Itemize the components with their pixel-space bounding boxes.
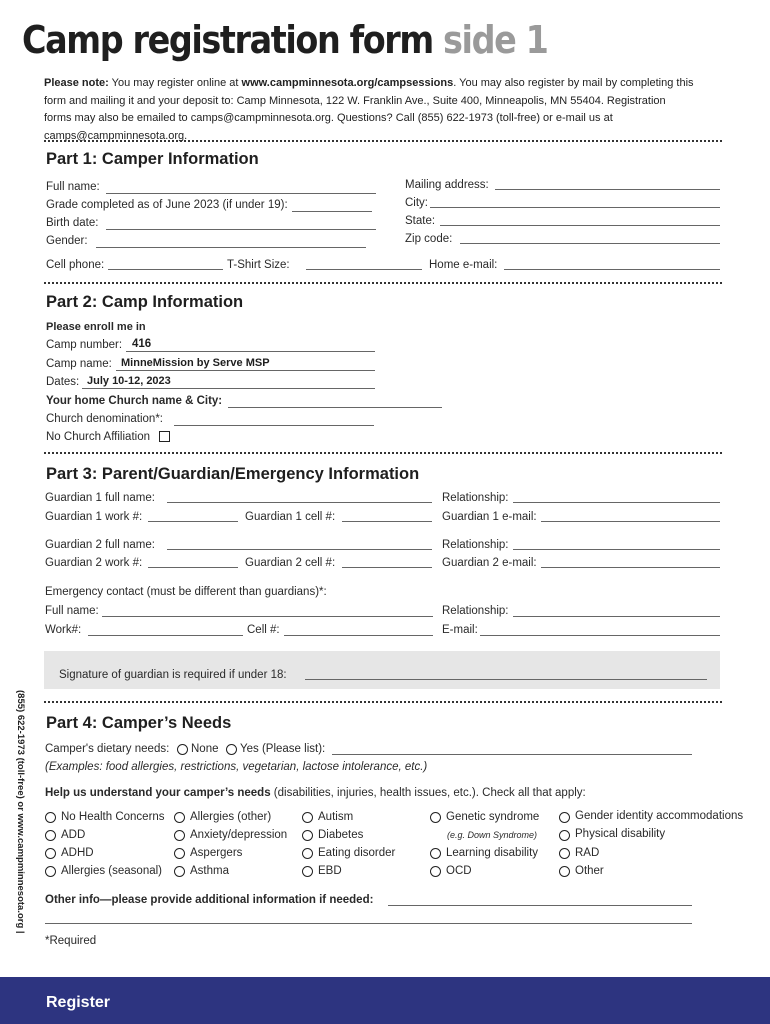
option-rad-label: RAD <box>575 847 600 859</box>
part3-heading: Part 3: Parent/Guardian/Emergency Information <box>46 465 420 483</box>
option-ebd-label: EBD <box>318 865 342 877</box>
zip-label: Zip code: <box>405 233 453 245</box>
emergency-name-field[interactable] <box>102 616 433 617</box>
grade-label: Grade completed as of June 2023 (if under 19): <box>46 199 288 211</box>
camp-number-value[interactable]: 416 <box>132 338 152 350</box>
option-aspergers-radio[interactable] <box>174 848 185 859</box>
enroll-label: Please enroll me in <box>46 321 146 333</box>
gender-label: Gender: <box>46 235 88 247</box>
state-label: State: <box>405 215 436 227</box>
camp-name-field[interactable] <box>116 370 375 371</box>
guardian2-work-label: Guardian 2 work #: <box>45 557 143 569</box>
option-ebd-radio[interactable] <box>302 866 313 877</box>
note-url: www.campminnesota.org/campsessions <box>241 77 454 89</box>
option-other-radio[interactable] <box>559 866 570 877</box>
option-add-label: ADD <box>61 829 86 841</box>
denomination-label: Church denomination*: <box>46 413 163 425</box>
option-genetic-note: (e.g. Down Syndrome) <box>447 830 538 840</box>
guardian1-email-field[interactable] <box>541 521 720 522</box>
required-note: *Required <box>45 935 97 947</box>
tshirt-label: T-Shirt Size: <box>227 259 290 271</box>
part4-heading: Part 4: Camper’s Needs <box>46 714 232 732</box>
zip-field[interactable] <box>460 243 720 244</box>
option-physical-radio[interactable] <box>559 830 570 841</box>
option-eating-label: Eating disorder <box>318 847 396 859</box>
needs-lead: Help us understand your camper’s needs <box>45 787 271 799</box>
guardian1-name-field[interactable] <box>167 502 432 503</box>
needs-rest: (disabilities, injuries, health issues, etc.). Check all that apply: <box>270 787 586 799</box>
option-learning-radio[interactable] <box>430 848 441 859</box>
emergency-title: Emergency contact (must be different than guardians)*: <box>45 586 327 598</box>
city-label: City: <box>405 197 428 209</box>
divider <box>44 452 722 454</box>
option-anxiety-radio[interactable] <box>174 830 185 841</box>
guardian2-email-field[interactable] <box>541 567 720 568</box>
option-rad-radio[interactable] <box>559 848 570 859</box>
guardian1-cell-label: Guardian 1 cell #: <box>245 511 336 523</box>
footer-bar <box>0 977 770 1024</box>
cell-phone-field[interactable] <box>108 269 223 270</box>
other-info-label: Other info—please provide additional information if needed: <box>45 894 374 906</box>
dietary-yes-label: Yes (Please list): <box>240 743 326 755</box>
no-church-checkbox[interactable] <box>159 431 170 442</box>
dietary-none-label: None <box>191 743 219 755</box>
guardian1-work-label: Guardian 1 work #: <box>45 511 143 523</box>
option-asthma-radio[interactable] <box>174 866 185 877</box>
home-email-field[interactable] <box>504 269 720 270</box>
guardian1-cell-field[interactable] <box>342 521 432 522</box>
birth-date-label: Birth date: <box>46 217 99 229</box>
state-field[interactable] <box>440 225 720 226</box>
guardian1-relationship-label: Relationship: <box>442 492 509 504</box>
option-aspergers-label: Aspergers <box>190 847 243 859</box>
other-info-field-1[interactable] <box>388 905 692 906</box>
option-gender-identity-label: Gender identity accommodations <box>575 810 744 822</box>
signature-label: Signature of guardian is required if under 18: <box>59 669 287 681</box>
option-genetic-label: Genetic syndrome <box>446 811 540 823</box>
side-contact-text: (855) 622-1973 (toll-free) or www.campminnesota.org | <box>15 690 26 934</box>
note-text-1: You may register online at <box>108 77 242 89</box>
option-asthma-label: Asthma <box>190 865 229 877</box>
city-field[interactable] <box>430 207 720 208</box>
form-title <box>22 18 547 62</box>
church-field[interactable] <box>228 407 442 408</box>
dietary-label: Camper's dietary needs: <box>45 743 170 755</box>
camp-name-value[interactable]: MinneMission by Serve MSP <box>121 357 270 369</box>
guardian1-relationship-field[interactable] <box>513 502 720 503</box>
tshirt-field[interactable] <box>306 269 422 270</box>
option-allergies-seasonal-radio[interactable] <box>45 866 56 877</box>
option-allergies-other-label: Allergies (other) <box>190 811 272 823</box>
option-adhd-radio[interactable] <box>45 848 56 859</box>
dates-field[interactable] <box>82 388 375 389</box>
registration-note <box>44 75 694 145</box>
emergency-work-label: Work#: <box>45 624 82 636</box>
grade-field[interactable] <box>292 211 372 212</box>
full-name-label: Full name: <box>46 181 100 193</box>
other-info-field-2[interactable] <box>45 923 692 924</box>
cell-phone-label: Cell phone: <box>46 259 105 271</box>
option-learning-label: Learning disability <box>446 847 539 859</box>
signature-field[interactable] <box>305 679 707 680</box>
option-ocd-radio[interactable] <box>430 866 441 877</box>
option-ocd-label: OCD <box>446 865 472 877</box>
note-text-2: . You may also register by mail by completing this form and mailing it and your deposit to: Camp Minnesota, 122 W. Franklin Ave., Suite 400, Minneapolis, MN 55404. Registration forms may also be emailed to camps@campminnesota.org. Questions? Call (855) 622-1973 (toll-free) or e-mail us at camps@campminnesota.org. <box>44 77 694 142</box>
option-no-health-radio[interactable] <box>45 812 56 823</box>
guardian2-name-field[interactable] <box>167 549 432 550</box>
guardian2-cell-field[interactable] <box>342 567 432 568</box>
emergency-cell-field[interactable] <box>284 635 433 636</box>
guardian1-work-field[interactable] <box>148 521 238 522</box>
camp-number-label: Camp number: <box>46 339 123 351</box>
guardian2-relationship-field[interactable] <box>513 549 720 550</box>
option-physical-label: Physical disability <box>575 828 666 840</box>
part1-heading: Part 1: Camper Information <box>46 150 259 168</box>
dates-label: Dates: <box>46 376 80 388</box>
guardian1-email-label: Guardian 1 e-mail: <box>442 511 537 523</box>
guardian2-relationship-label: Relationship: <box>442 539 509 551</box>
note-lead: Please note: <box>44 77 109 89</box>
guardian1-name-label: Guardian 1 full name: <box>45 492 155 504</box>
dates-value[interactable]: July 10-12, 2023 <box>87 375 171 387</box>
emergency-name-label: Full name: <box>45 605 99 617</box>
divider <box>44 140 722 142</box>
emergency-relationship-field[interactable] <box>513 616 720 617</box>
dietary-examples: (Examples: food allergies, restrictions, vegetarian, lactose intolerance, etc.) <box>45 761 428 773</box>
mailing-address-field[interactable] <box>495 189 720 190</box>
option-anxiety-label: Anxiety/depression <box>190 829 288 841</box>
camp-number-field[interactable] <box>126 351 375 352</box>
full-name-field[interactable] <box>106 193 376 194</box>
guardian2-cell-label: Guardian 2 cell #: <box>245 557 336 569</box>
church-label: Your home Church name & City: <box>46 395 223 407</box>
option-diabetes-radio[interactable] <box>302 830 313 841</box>
option-autism-radio[interactable] <box>302 812 313 823</box>
option-allergies-seasonal-label: Allergies (seasonal) <box>61 865 162 877</box>
option-diabetes-label: Diabetes <box>318 829 364 841</box>
guardian2-email-label: Guardian 2 e-mail: <box>442 557 537 569</box>
option-eating-radio[interactable] <box>302 848 313 859</box>
dietary-list-field[interactable] <box>332 754 692 755</box>
mailing-address-label: Mailing address: <box>405 179 489 191</box>
dietary-yes-radio[interactable] <box>226 744 237 755</box>
emergency-cell-label: Cell #: <box>247 624 280 636</box>
no-church-label: No Church Affiliation <box>46 431 150 443</box>
part2-heading: Part 2: Camp Information <box>46 293 244 311</box>
guardian2-name-label: Guardian 2 full name: <box>45 539 155 551</box>
emergency-email-label: E-mail: <box>442 624 478 636</box>
gender-field[interactable] <box>96 247 366 248</box>
divider <box>44 701 722 703</box>
option-autism-label: Autism <box>318 811 354 823</box>
camp-name-label: Camp name: <box>46 358 112 370</box>
option-gender-identity-radio[interactable] <box>559 812 570 823</box>
home-email-label: Home e-mail: <box>429 259 498 271</box>
denomination-field[interactable] <box>174 425 374 426</box>
divider <box>44 282 722 284</box>
option-allergies-other-radio[interactable] <box>174 812 185 823</box>
form-title-side: side 1 <box>443 18 548 62</box>
option-other-label: Other <box>575 865 604 877</box>
emergency-relationship-label: Relationship: <box>442 605 509 617</box>
dietary-none-radio[interactable] <box>177 744 188 755</box>
option-add-radio[interactable] <box>45 830 56 841</box>
option-genetic-radio[interactable] <box>430 812 441 823</box>
form-title-main: Camp registration form <box>22 18 433 62</box>
option-no-health-label: No Health Concerns <box>61 811 165 823</box>
emergency-work-field[interactable] <box>88 635 243 636</box>
emergency-email-field[interactable] <box>480 635 720 636</box>
register-label: Register <box>46 994 111 1011</box>
needs-prompt <box>45 787 586 799</box>
guardian2-work-field[interactable] <box>148 567 238 568</box>
birth-date-field[interactable] <box>106 229 376 230</box>
option-adhd-label: ADHD <box>61 847 94 859</box>
